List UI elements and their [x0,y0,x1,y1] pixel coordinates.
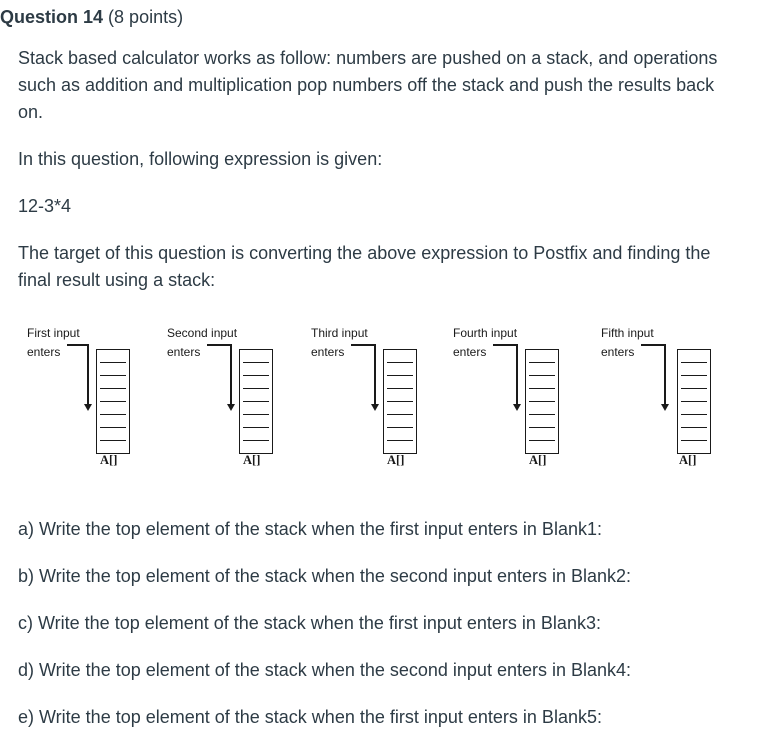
stack-group-3 [311,318,451,478]
arrow-down-icon [311,318,381,418]
stack-4-label-line2: enters [453,345,487,359]
arrow-down-icon [601,318,671,418]
expression-text: 12-3*4 [18,196,72,216]
arrow-down-icon [453,318,523,418]
stack-1-array-label: A[] [100,453,118,467]
subquestion-d: d) Write the top element of the stack when the second input enters in Blank4: [18,660,632,680]
question-points: (8 points) [108,7,184,27]
subquestion-b: b) Write the top element of the stack when the second input enters in Blank2: [18,566,632,586]
stack-1-label-line1: First input [27,326,80,340]
stack-group-1 [27,318,167,478]
subquestion-e: e) Write the top element of the stack when the first input enters in Blank5: [18,707,602,727]
stack-5-label-line1: Fifth input [601,326,654,340]
stack-2-array-label: A[] [243,453,261,467]
stack-3-array-label: A[] [387,453,405,467]
stack-3-array [383,349,417,454]
stack-2-array [239,349,273,454]
stack-1-label-line2: enters [27,345,61,359]
stack-4-array-label: A[] [529,453,547,467]
stack-4-label-line1: Fourth input [453,326,518,340]
target-paragraph: The target of this question is converting the above expression to Postfix and finding the final result using a stack: [18,243,711,290]
stack-diagram [0,318,759,478]
stack-1-array [96,349,130,454]
arrow-down-icon [167,318,237,418]
stack-5-array-label: A[] [679,453,697,467]
stack-2-label-line2: enters [167,345,201,359]
stack-3-label-line2: enters [311,345,345,359]
subquestion-a: a) Write the top element of the stack when the first input enters in Blank1: [18,519,602,539]
stack-5-label-line2: enters [601,345,635,359]
arrow-down-icon [27,318,97,418]
stack-2-label-line1: Second input [167,326,238,340]
stack-3-label-line1: Third input [311,326,368,340]
stack-group-5 [601,318,741,478]
given-paragraph: In this question, following expression is given: [18,149,383,169]
intro-paragraph: Stack based calculator works as follow: numbers are pushed on a stack, and operations such as addition and multiplication pop numbers off the stack and push the results back on. [18,48,718,122]
stack-5-array [677,349,711,454]
stack-group-2 [167,318,307,478]
stack-4-array [525,349,559,454]
question-number: Question 14 [0,7,104,27]
subquestion-c: c) Write the top element of the stack when the first input enters in Blank3: [18,613,601,633]
stack-group-4 [453,318,593,478]
question-title [0,7,183,28]
